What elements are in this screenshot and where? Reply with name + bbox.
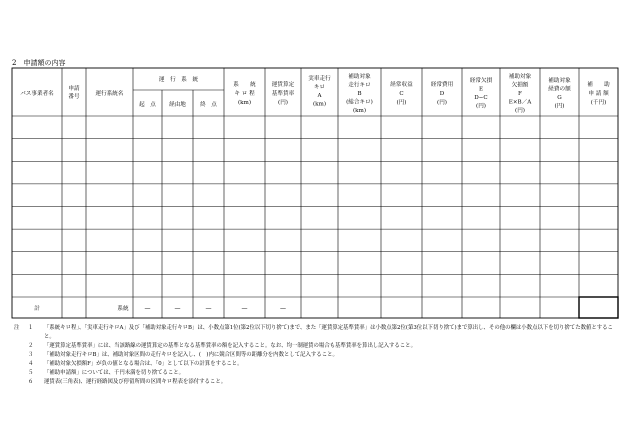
header-subsidy-km: 走行キロ [348,82,371,89]
section-title: 2 申請額の内容 [12,59,66,67]
header-subsidy-cost: G [557,95,562,101]
total-dash: — [280,305,286,312]
note-mark: 注 [14,325,20,331]
header-bus-operator: バス事業者名 [20,91,54,97]
header-actual-km: A [317,93,322,99]
note-number: ３ [28,352,34,358]
header-fare-base: (円) [278,100,288,106]
total-systems-unit: 系統 [117,306,129,312]
header-revenue: 経常収益 [390,82,413,88]
header-amount: (千円) [590,100,607,106]
header-route-system: 運行系統名 [95,91,124,97]
header-route-km: 系 統 [233,82,256,88]
header-fare-base: 運賃算定 [271,82,295,88]
notes [14,324,620,387]
header-revenue: C [399,91,404,97]
header-origin: 起 点 [139,102,156,108]
header-subsidy-km: (総合キロ) [346,99,373,106]
header-expense: 経常費用 [430,82,454,88]
row-dividers [12,90,618,297]
total-dash: — [144,305,151,312]
note-number: ６ [28,379,34,385]
note-number: ４ [28,361,34,367]
header-via: 経由地 [169,102,186,108]
total-amount-cell [579,297,618,318]
note-text: 「補助対象走行キロB」は、補助対象区間の走行キロを記入し、( )内に競合区間等の距離分を内数として記入すること。 [44,352,338,358]
total-label: 計 [34,306,40,312]
header-actual-km: 実車走行 [308,76,331,82]
total-dash: — [241,305,248,312]
note-item-1 [14,324,620,342]
header-fare-base: 基準賃率 [271,91,295,97]
header-route-km: (km) [237,100,252,106]
header-subsidy-loss: (円) [515,108,525,114]
note-item-5 [14,369,620,378]
table-header [20,72,610,114]
total-dash: — [174,305,181,312]
note-item-4 [14,360,620,369]
header-operation-route: 運 行 系 統 [158,77,199,83]
note-item-6 [14,378,620,387]
header-subsidy-km: B [357,91,362,97]
header-subsidy-cost: 経費の額 [548,86,571,93]
note-number: １ [28,325,34,331]
header-subsidy-loss: F [518,91,522,97]
note-item-2 [14,342,620,351]
header-actual-km: (km) [312,101,327,108]
header-terminus: 終 点 [200,102,217,108]
header-subsidy-loss: 補助対象 [508,74,532,80]
note-text: 「補助申請額」については、千円未満を切り捨てること。 [44,370,185,376]
note-item-3 [14,351,620,360]
header-subsidy-loss: E×B／A [508,99,532,106]
note-text: 「補助対象欠損額F」が負の値となる場合は、「0」として以下の計算をすること。 [44,361,243,367]
header-amount: 申 請 額 [588,91,609,97]
header-route-km: キ ロ 程 [234,91,255,97]
header-application-number: 番号 [68,94,80,100]
note-text: 「運賃算定基準賃率」には、当該路線の運賃算定の基準となる基準賃率の額を記入すること。なお、均一制運賃の場合も基準賃率を算出し記入すること。 [44,343,416,349]
header-expense: D [439,91,445,97]
total-row [34,304,286,312]
header-amount: 補 助 [587,82,610,88]
note-text: 「系統キロ程」、「実車走行キロA」及び「補助対象走行キロB」は、小数点第1位(第2位以下切り捨て)まで、また「運賃算定基準賃率」は小数点第2位(第3位以下切り捨て)まで算出し、その他の欄は小数点以下を切り捨てた数値とすること。 [44,325,613,340]
header-expense: (円) [437,100,447,106]
header-subsidy-km: (km) [352,108,367,114]
header-actual-km: キロ [313,84,326,91]
header-subsidy-km: 補助対象 [348,74,371,80]
note-number: ２ [28,343,34,349]
header-loss: E [478,86,484,93]
note-number: ５ [28,370,34,376]
note-text: 運賃表(三角表)、運行経路図及び停留所間の区間キロ程表を添付すること。 [44,379,227,385]
header-subsidy-loss: 欠損額 [511,82,529,89]
header-application-number: 申請 [68,86,80,92]
total-dash: — [205,305,212,312]
header-loss: D−C [474,95,488,101]
header-revenue: (円) [396,100,407,106]
header-subsidy-cost: (円) [554,103,565,110]
header-subsidy-cost: 補助対象 [548,78,571,84]
header-loss: 経常欠損 [469,78,493,84]
header-loss: (円) [476,103,486,110]
